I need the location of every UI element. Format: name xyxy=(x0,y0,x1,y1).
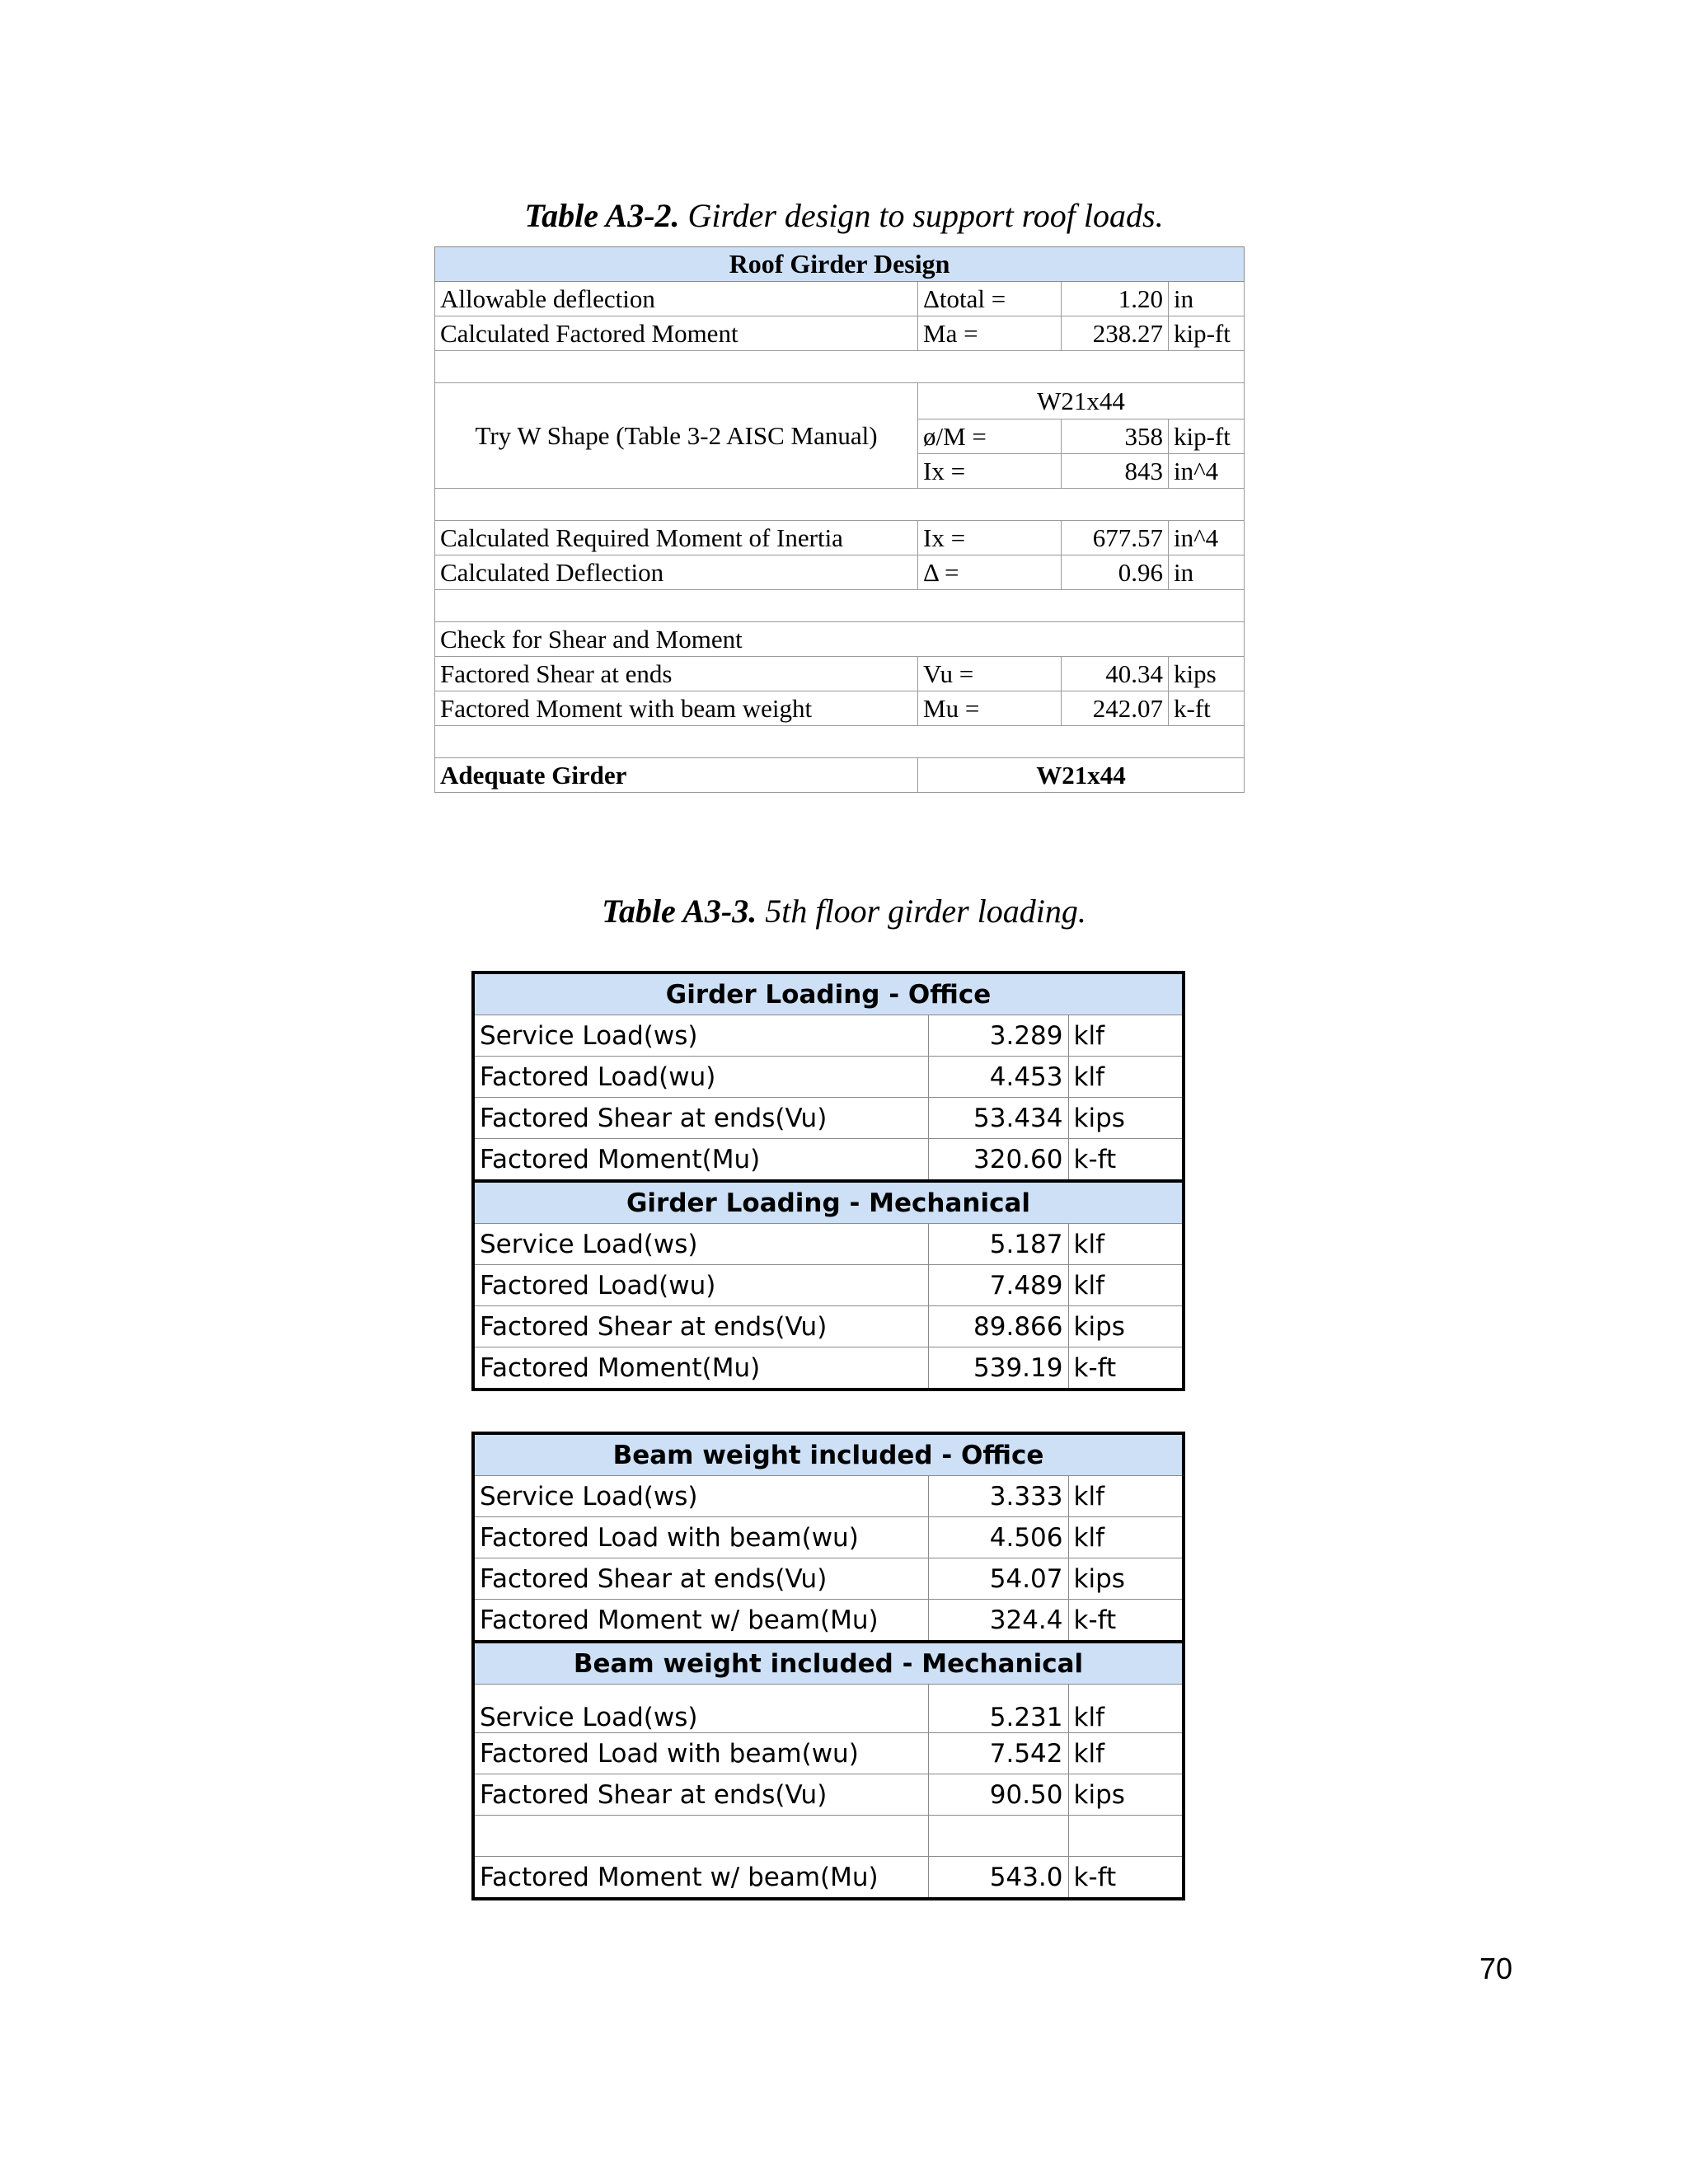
table-row xyxy=(435,521,1245,555)
spacer-cell xyxy=(928,1816,1068,1857)
row-value: 843 xyxy=(1062,454,1169,489)
row-label: Factored Moment(Mu) xyxy=(473,1347,928,1390)
row-symbol: Mu = xyxy=(918,691,1062,726)
row-value: 54.07 xyxy=(928,1558,1068,1600)
row-unit: kip-ft xyxy=(1169,316,1245,351)
row-unit: in xyxy=(1169,282,1245,316)
table-row xyxy=(435,657,1245,691)
row-unit: k-ft xyxy=(1068,1139,1184,1182)
spacer-row xyxy=(435,489,1245,521)
row-label: Factored Shear at ends xyxy=(435,657,918,691)
row-value: 7.489 xyxy=(928,1265,1068,1306)
row-label: Factored Shear at ends(Vu) xyxy=(473,1558,928,1600)
row-label: Factored Load(wu) xyxy=(473,1057,928,1098)
table-row xyxy=(473,1685,1184,1733)
row-unit: kips xyxy=(1068,1558,1184,1600)
table-header-row xyxy=(435,247,1245,282)
row-label: Factored Shear at ends(Vu) xyxy=(473,1774,928,1816)
spacer-cell xyxy=(1068,1390,1184,1433)
row-label: Service Load(ws) xyxy=(473,1015,928,1057)
row-value: 7.542 xyxy=(928,1733,1068,1774)
row-symbol: Δ = xyxy=(918,555,1062,590)
row-symbol: Ix = xyxy=(918,521,1062,555)
table-row xyxy=(435,383,1245,419)
spacer-cell xyxy=(473,1390,928,1433)
table-row xyxy=(435,555,1245,590)
table-header: Roof Girder Design xyxy=(435,247,1245,282)
row-value: 238.27 xyxy=(1062,316,1169,351)
table-row xyxy=(473,1098,1184,1139)
row-value: 40.34 xyxy=(1062,657,1169,691)
table-row xyxy=(473,1139,1184,1182)
table-row xyxy=(473,1347,1184,1390)
row-unit: klf xyxy=(1068,1265,1184,1306)
row-symbol: Ma = xyxy=(918,316,1062,351)
row-unit: in xyxy=(1169,555,1245,590)
spacer-row xyxy=(435,590,1245,622)
row-value: 539.19 xyxy=(928,1347,1068,1390)
row-unit: kips xyxy=(1169,657,1245,691)
section-header: Girder Loading - Mechanical xyxy=(473,1181,1184,1224)
caption-text: Girder design to support roof loads. xyxy=(687,197,1164,234)
section-header-row xyxy=(473,972,1184,1015)
section-header-row xyxy=(473,1181,1184,1224)
row-label: Try W Shape (Table 3-2 AISC Manual) xyxy=(435,383,918,489)
section-header-row xyxy=(473,1433,1184,1476)
spacer-cell xyxy=(435,590,1245,622)
spacer-row xyxy=(435,351,1245,383)
row-value: 89.866 xyxy=(928,1306,1068,1347)
spacer-row xyxy=(473,1816,1184,1857)
row-value: 358 xyxy=(1062,419,1169,454)
table-row xyxy=(473,1224,1184,1265)
adequate-shape: W21x44 xyxy=(918,758,1245,793)
table-row xyxy=(473,1600,1184,1643)
row-label: Service Load(ws) xyxy=(473,1685,928,1733)
row-unit: kip-ft xyxy=(1169,419,1245,454)
row-label: Calculated Factored Moment xyxy=(435,316,918,351)
spacer-cell xyxy=(928,1390,1068,1433)
row-unit: in^4 xyxy=(1169,454,1245,489)
table-row xyxy=(473,1057,1184,1098)
row-label: Factored Load with beam(wu) xyxy=(473,1733,928,1774)
row-unit: klf xyxy=(1068,1015,1184,1057)
row-unit: klf xyxy=(1068,1476,1184,1517)
row-value: 53.434 xyxy=(928,1098,1068,1139)
row-unit: kips xyxy=(1068,1306,1184,1347)
roof-girder-design-table xyxy=(434,246,1245,793)
row-value: 543.0 xyxy=(928,1857,1068,1900)
table-row xyxy=(473,1733,1184,1774)
row-label: Factored Shear at ends(Vu) xyxy=(473,1098,928,1139)
row-label: Factored Moment w/ beam(Mu) xyxy=(473,1600,928,1643)
row-value: 677.57 xyxy=(1062,521,1169,555)
row-value: 5.187 xyxy=(928,1224,1068,1265)
row-unit: k-ft xyxy=(1068,1347,1184,1390)
table-row xyxy=(473,1476,1184,1517)
row-label: Factored Moment with beam weight xyxy=(435,691,918,726)
row-unit: klf xyxy=(1068,1517,1184,1558)
spacer-row xyxy=(473,1390,1184,1433)
table-row xyxy=(473,1265,1184,1306)
section-heading: Check for Shear and Moment xyxy=(435,622,1245,657)
table-row xyxy=(473,1857,1184,1900)
row-value: 320.60 xyxy=(928,1139,1068,1182)
row-unit: k-ft xyxy=(1068,1857,1184,1900)
row-label: Factored Moment(Mu) xyxy=(473,1139,928,1182)
caption-label: Table A3-2. xyxy=(524,197,680,234)
row-symbol: Δtotal = xyxy=(918,282,1062,316)
row-symbol: Vu = xyxy=(918,657,1062,691)
row-unit: k-ft xyxy=(1169,691,1245,726)
row-label: Calculated Deflection xyxy=(435,555,918,590)
row-value: 1.20 xyxy=(1062,282,1169,316)
row-label: Factored Moment w/ beam(Mu) xyxy=(473,1857,928,1900)
table-a3-2-caption xyxy=(0,196,1688,235)
row-value: 324.4 xyxy=(928,1600,1068,1643)
row-label: Factored Load with beam(wu) xyxy=(473,1517,928,1558)
row-label: Service Load(ws) xyxy=(473,1224,928,1265)
row-value: 4.453 xyxy=(928,1057,1068,1098)
table-row xyxy=(473,1015,1184,1057)
row-unit: klf xyxy=(1068,1057,1184,1098)
spacer-cell xyxy=(435,351,1245,383)
table-row xyxy=(473,1306,1184,1347)
row-value: 3.333 xyxy=(928,1476,1068,1517)
row-value: 0.96 xyxy=(1062,555,1169,590)
spacer-row xyxy=(435,726,1245,758)
row-unit: kips xyxy=(1068,1774,1184,1816)
row-symbol: Ix = xyxy=(918,454,1062,489)
table-row xyxy=(473,1517,1184,1558)
table-row xyxy=(435,758,1245,793)
caption-label: Table A3-3. xyxy=(602,893,757,930)
table-row xyxy=(435,282,1245,316)
row-label: Adequate Girder xyxy=(435,758,918,793)
row-label: Calculated Required Moment of Inertia xyxy=(435,521,918,555)
row-symbol: ø/M = xyxy=(918,419,1062,454)
row-unit: k-ft xyxy=(1068,1600,1184,1643)
spacer-cell xyxy=(473,1816,928,1857)
row-unit: klf xyxy=(1068,1685,1184,1733)
row-label: Service Load(ws) xyxy=(473,1476,928,1517)
section-header: Girder Loading - Office xyxy=(473,972,1184,1015)
spacer-cell xyxy=(1068,1816,1184,1857)
section-header: Beam weight included - Mechanical xyxy=(473,1642,1184,1685)
row-unit: klf xyxy=(1068,1224,1184,1265)
row-label: Factored Load(wu) xyxy=(473,1265,928,1306)
table-a3-3-caption xyxy=(0,892,1688,930)
section-header-row xyxy=(473,1642,1184,1685)
row-value: 4.506 xyxy=(928,1517,1068,1558)
spacer-cell xyxy=(435,726,1245,758)
caption-text: 5th floor girder loading. xyxy=(765,893,1086,930)
row-unit: kips xyxy=(1068,1098,1184,1139)
row-unit: in^4 xyxy=(1169,521,1245,555)
table-row xyxy=(435,622,1245,657)
row-value: 242.07 xyxy=(1062,691,1169,726)
row-unit: klf xyxy=(1068,1733,1184,1774)
spacer-cell xyxy=(435,489,1245,521)
page-number: 70 xyxy=(1479,1952,1512,1985)
row-label: Allowable deflection xyxy=(435,282,918,316)
girder-loading-table xyxy=(471,971,1185,1900)
table-row xyxy=(473,1774,1184,1816)
row-value: 3.289 xyxy=(928,1015,1068,1057)
section-header: Beam weight included - Office xyxy=(473,1433,1184,1476)
row-value: 5.231 xyxy=(928,1685,1068,1733)
shape-name: W21x44 xyxy=(918,383,1245,419)
row-value: 90.50 xyxy=(928,1774,1068,1816)
table-row xyxy=(435,691,1245,726)
table-row xyxy=(473,1558,1184,1600)
table-row xyxy=(435,316,1245,351)
row-label: Factored Shear at ends(Vu) xyxy=(473,1306,928,1347)
